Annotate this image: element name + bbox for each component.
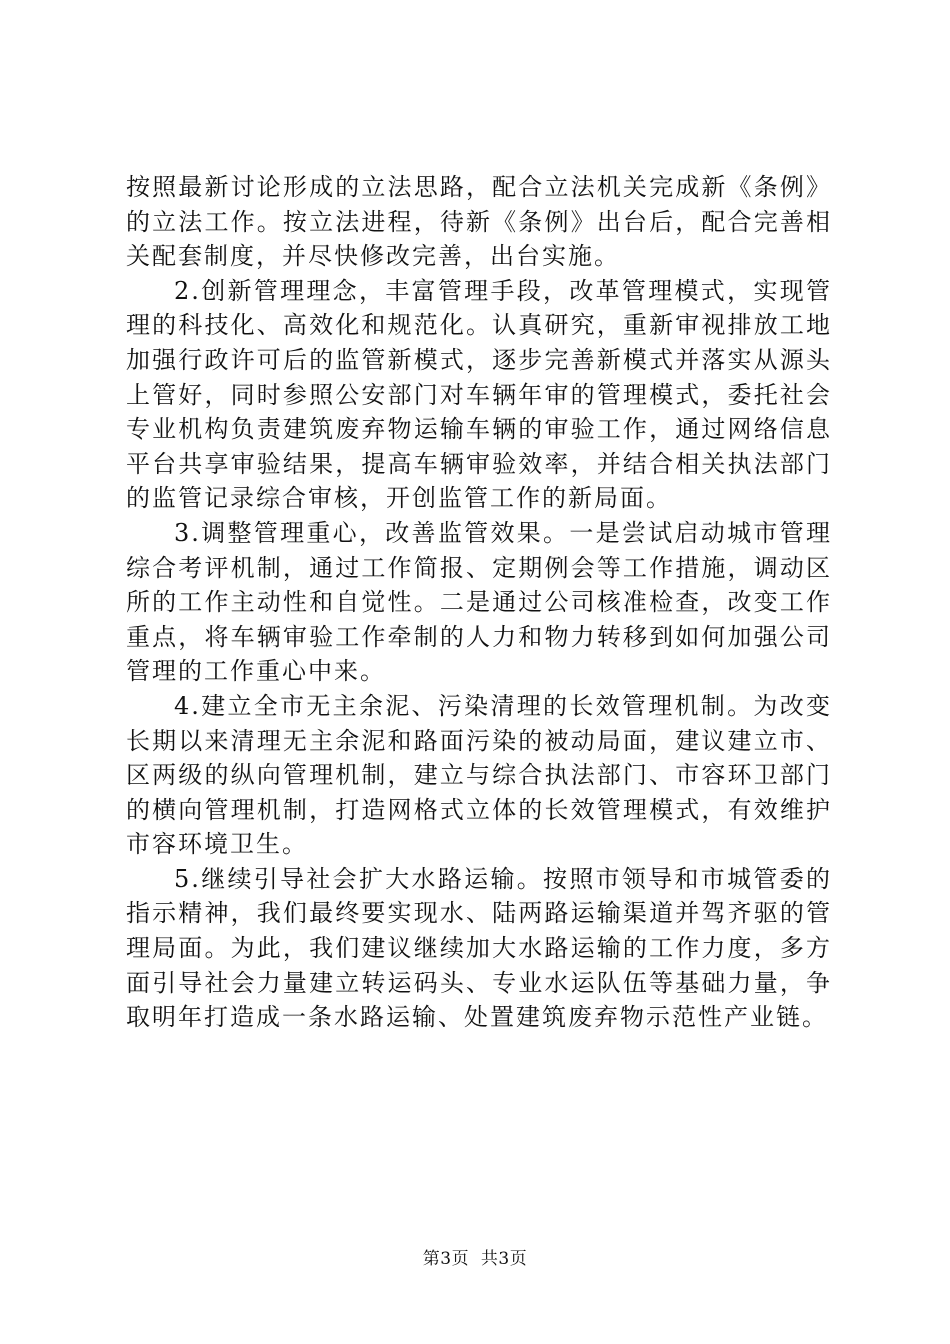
paragraph-item-4: 4.建立全市无主余泥、污染清理的长效管理机制。为改变长期以来清理无主余泥和路面污染的被动局面，建议建立市、区两级的纵向管理机制，建立与综合执法部门、市容环卫部门的横向管理机制，打造网格式立体的长效管理模式，有效维护市容环境卫生。 [126,691,832,859]
paragraph-continuation: 按照最新讨论形成的立法思路，配合立法机关完成新《条例》的立法工作。按立法进程，待新《条例》出台后，配合完善相关配套制度，并尽快修改完善，出台实施。 [126,173,832,271]
document-body [126,170,832,1035]
paragraph-item-3: 3.调整管理重心，改善监管效果。一是尝试启动城市管理综合考评机制，通过工作简报、定期例会等工作措施，调动区所的工作主动性和自觉性。二是通过公司核准检查，改变工作重点，将车辆审验工作牵制的人力和物力转移到如何加强公司管理的工作重心中来。 [126,518,832,686]
paragraph-item-2: 2.创新管理理念，丰富管理手段，改革管理模式，实现管理的科技化、高效化和规范化。认真研究，重新审视排放工地加强行政许可后的监管新模式，逐步完善新模式并落实从源头上管好，同时参照公安部门对车辆年审的管理模式，委托社会专业机构负责建筑废弃物运输车辆的审验工作，通过网络信息平台共享审验结果，提高车辆审验效率，并结合相关执法部门的监管记录综合审核，开创监管工作的新局面。 [126,276,832,513]
page-footer [0,1244,950,1269]
page-number-label: 第3页 共3页 [422,1249,528,1269]
paragraph-item-5: 5.继续引导社会扩大水路运输。按照市领导和市城管委的指示精神，我们最终要实现水、陆两路运输渠道并驾齐驱的管理局面。为此，我们建议继续加大水路运输的工作力度，多方面引导社会力量建立转运码头、专业水运队伍等基础力量，争取明年打造成一条水路运输、处置建筑废弃物示范性产业链。 [126,864,832,1032]
